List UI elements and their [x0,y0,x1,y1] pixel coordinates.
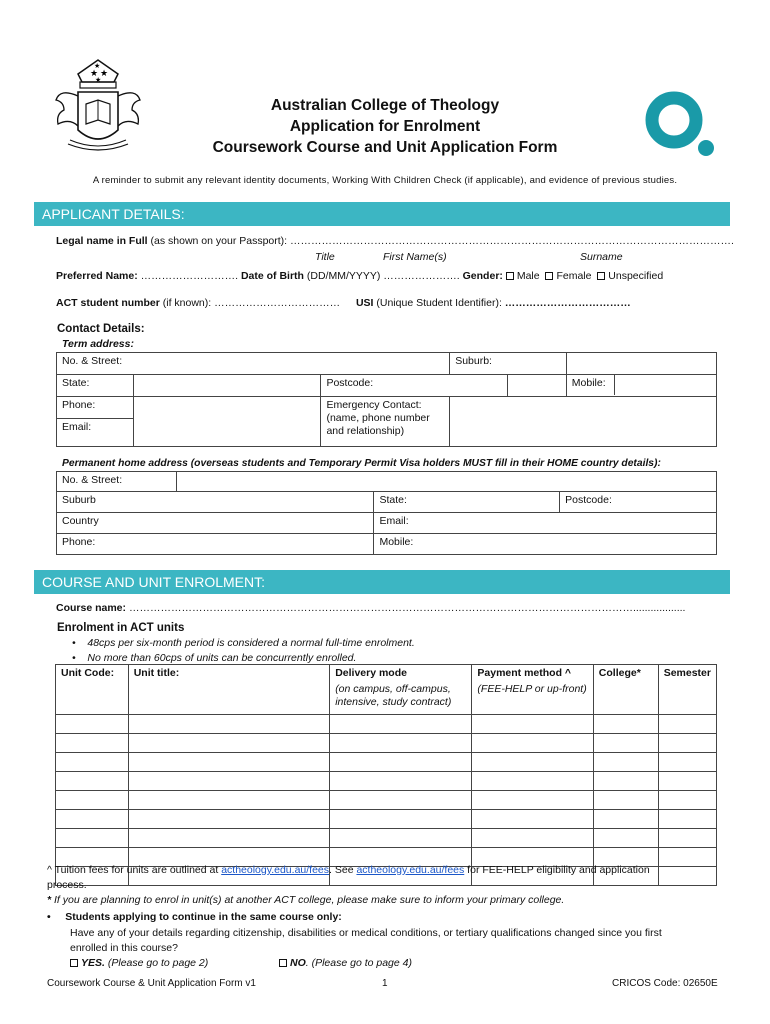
title-caption: Title [315,251,335,263]
perm-state-label: State: [379,494,407,506]
yes-checkbox[interactable] [70,959,78,967]
footer-page-number: 1 [382,978,388,989]
college-note-star: * [47,894,55,906]
term-address-table [56,352,717,447]
unit-row[interactable] [56,791,717,810]
unit-row[interactable] [56,734,717,753]
term-postcode-field[interactable] [508,375,567,397]
svg-text:★: ★ [95,76,102,84]
yes-option[interactable] [70,957,208,969]
svg-text:★: ★ [100,69,109,79]
gender-male-checkbox[interactable] [506,272,514,280]
college-crest-logo [48,52,148,162]
dob-field[interactable]: (DD/MM/YYYY) …………………. [303,270,463,282]
continue-question-line1: Have any of your details regarding citizenship, disabilities or medical conditions, or tertiary qualifications changed since you first [70,927,662,939]
term-phone-email-field[interactable] [134,397,321,447]
gender-unspecified-checkbox[interactable] [597,272,605,280]
perm-suburb-label: Suburb [62,494,96,506]
term-street-label: No. & Street: [62,355,123,367]
perm-street-field[interactable] [176,472,716,492]
continue-heading: • Students applying to continue in the same course only: [47,911,342,923]
legal-name-hint: (as shown on your Passport): ………………………………………………………………………………………………………………. [147,235,734,247]
perm-country-field[interactable] [57,513,374,534]
term-email-label: Email: [57,419,134,447]
col-delivery-hint: (on campus, off-campus, intensive, study contract) [335,683,452,708]
enrolment-bullet-2: • No more than 60cps of units can be concurrently enrolled. [72,652,357,664]
applicant-section-bar: APPLICANT DETAILS: [34,202,730,226]
term-state-field[interactable] [134,375,321,397]
college-name: Australian College of Theology [270,97,500,114]
unit-row[interactable] [56,772,717,791]
surname-caption: Surname [580,251,623,263]
unit-row[interactable] [56,715,717,734]
gender-male-label: Male [516,270,540,282]
preferred-name-field[interactable]: ………………………. [137,270,241,282]
perm-mobile-label: Mobile: [379,536,414,548]
perm-postcode-label: Postcode: [565,494,612,506]
term-mobile-cell[interactable] [566,375,716,397]
emergency-contact-label: Emergency Contact: (name, phone number and relationship) [321,397,450,447]
act-number-label: ACT student number [56,297,160,309]
no-checkbox[interactable] [279,959,287,967]
contact-details-heading: Contact Details: [57,323,145,335]
col-payment-hint: (FEE-HELP or up-front) [477,683,587,695]
svg-text:★: ★ [94,62,101,70]
form-subheading: Coursework Course and Unit Application Form [212,139,558,156]
perm-phone-label: Phone: [62,536,96,548]
legal-name-label: Legal name in Full [56,235,148,247]
term-street-field[interactable] [57,353,450,375]
usi-field[interactable]: ……………………………… [504,297,631,309]
college-note [47,894,564,906]
col-unit-code: Unit Code: [56,665,129,715]
col-semester: Semester [658,665,716,715]
unit-table [55,664,717,886]
term-mobile-label: Mobile: [567,375,615,395]
course-section-bar: COURSE AND UNIT ENROLMENT: [34,570,730,594]
enrolment-bullet-2-text: No more than 60cps of units can be concurrently enrolled. [87,652,357,664]
perm-mobile-field[interactable] [374,534,717,555]
term-postcode-label: Postcode: [321,375,508,397]
footer-form-name: Coursework Course & Unit Application Form v1 [47,978,256,989]
perm-country-label: Country [62,515,99,527]
course-name-label: Course name: [56,602,127,614]
col-delivery-mode [330,665,472,715]
enrolment-heading: Enrolment in ACT units [57,622,185,634]
preferred-name-label: Preferred Name: [56,270,138,282]
course-name-field[interactable]: ……………………………………………………………………………………………………………………………….................. [126,602,686,614]
act-number-field[interactable]: (if known): ……………………………… [159,297,341,309]
legal-name-line[interactable] [56,235,734,247]
col-payment-label: Payment method ^ [477,667,572,679]
usi-hint: (Unique Student Identifier): [373,297,505,309]
perm-email-label: Email: [379,515,409,527]
preferred-dob-gender-line [56,270,663,282]
continue-heading-text: Students applying to continue in the same course only: [65,911,342,923]
col-unit-title: Unit title: [128,665,329,715]
gender-female-checkbox[interactable] [545,272,553,280]
term-state-label: State: [57,375,134,397]
dob-label: Date of Birth [240,270,304,282]
fees-link-1[interactable]: actheology.edu.au/fees [221,864,330,876]
fee-note [47,864,650,876]
gender-female-label: Female [556,270,592,282]
college-note-text: If you are planning to enrol in unit(s) at another ACT college, please make sure to inform your primary college. [54,894,565,906]
col-delivery-label: Delivery mode [335,667,407,679]
yes-hint: (Please go to page 2) [104,957,209,969]
enrolment-bullet-1-text: 48cps per six-month period is considered a normal full-time enrolment. [87,637,415,649]
fee-note-mid: . See [329,864,357,876]
permanent-address-table [56,471,717,555]
act-usi-line [56,297,631,309]
gender-label: Gender: [462,270,503,282]
enrolment-bullet-1: • 48cps per six-month period is considered a normal full-time enrolment. [72,637,415,649]
term-suburb-label: Suburb: [450,353,567,375]
continue-question-line2: enrolled in this course? [70,942,178,954]
act-logo [640,88,720,160]
footer-cricos: CRICOS Code: 02650E [612,978,718,989]
first-names-caption: First Name(s) [383,251,447,263]
perm-state-field[interactable] [374,492,560,513]
permanent-address-heading: Permanent home address (overseas students and Temporary Permit Visa holders MUST fill in their HOME country details): [62,458,661,469]
unit-row[interactable] [56,829,717,848]
fees-link-2[interactable]: actheology.edu.au/fees [356,864,465,876]
col-college: College* [593,665,658,715]
form-heading: Application for Enrolment [289,118,481,135]
perm-street-label: No. & Street: [57,472,177,492]
gender-unspecified-label: Unspecified [608,270,664,282]
perm-email-field[interactable] [374,513,717,534]
yes-label: YES. [81,957,105,969]
fee-note-line2: process. [47,879,87,891]
emergency-contact-field[interactable] [450,397,717,447]
col-payment-method [472,665,593,715]
perm-postcode-field[interactable] [560,492,717,513]
reminder-text: A reminder to submit any relevant identity documents, Working With Children Check (if applicable), and evidence of previous studies. [92,175,678,186]
fee-note-start: ^ Tuition fees for units are outlined at [47,864,222,876]
course-name-line[interactable] [56,602,685,614]
unit-row[interactable] [56,810,717,829]
svg-text:★: ★ [90,69,99,79]
usi-label: USI [355,297,374,309]
perm-suburb-field[interactable] [57,492,374,513]
no-hint: . (Please go to page 4) [305,957,412,969]
no-label: NO [290,957,306,969]
no-option[interactable] [279,957,412,969]
unit-row[interactable] [56,753,717,772]
term-phone-label: Phone: [57,397,134,419]
term-address-heading: Term address: [62,338,134,350]
fee-note-end: for FEE-HELP eligibility and application [464,864,650,876]
perm-phone-field[interactable] [57,534,374,555]
term-suburb-field[interactable] [566,353,716,375]
